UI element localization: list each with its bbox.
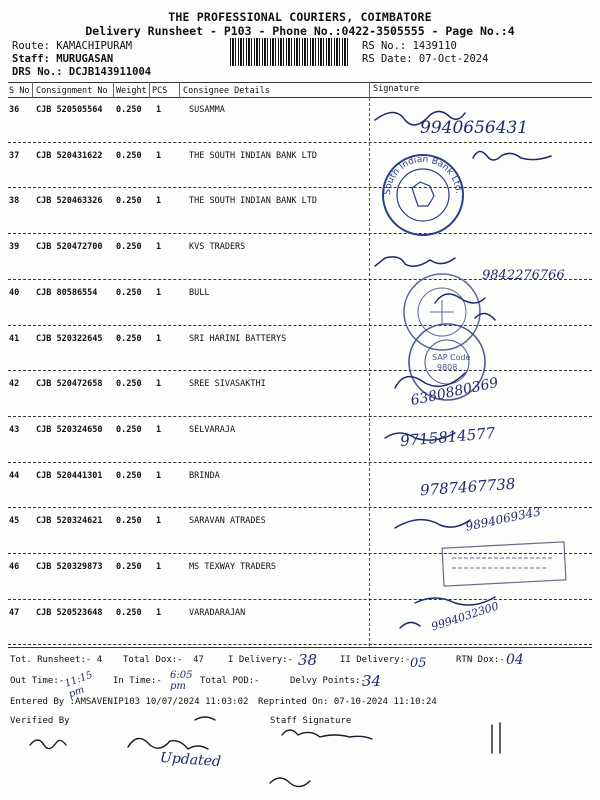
row-pcs: 1	[156, 287, 162, 298]
in-time-value: 6:05 pm	[170, 670, 193, 692]
row-consignee: VARADARAJAN	[189, 607, 246, 618]
row-sno: 43	[9, 424, 20, 435]
document-title: THE PROFESSIONAL COURIERS, COIMBATORE	[168, 10, 432, 24]
col-header-weight: Weight	[116, 86, 147, 96]
row-sno: 45	[9, 516, 20, 527]
row-pcs: 1	[156, 105, 162, 115]
row-consignment-no: CJB 520322645	[36, 333, 103, 344]
column-divider	[149, 82, 150, 98]
drs-label: DRS No.:	[12, 66, 63, 78]
row-consignment-no: CJB 520505564	[36, 105, 103, 115]
row-weight: 0.250	[116, 379, 142, 390]
row-consignment-no: CJB 520324650	[36, 424, 103, 435]
ii-delivery-value: 05	[410, 656, 427, 671]
row-weight: 0.250	[116, 150, 142, 161]
staff-signature-label: Staff Signature	[270, 716, 352, 726]
row-sno: 40	[9, 287, 20, 298]
row-consignee: THE SOUTH INDIAN BANK LTD	[189, 196, 317, 207]
row-pcs: 1	[156, 196, 162, 207]
col-header-signature: Signature	[373, 84, 420, 94]
row-weight: 0.250	[116, 562, 142, 572]
table-top-border	[8, 82, 592, 83]
delvy-points-value: 34	[362, 672, 382, 690]
row-consignee: SARAVAN ATRADES	[189, 516, 266, 527]
row-consignment-no: CJB 80586554	[36, 287, 98, 298]
row-weight: 0.250	[116, 333, 142, 344]
handwritten-phone-47: 9994032300	[429, 599, 501, 634]
handwritten-phone-39: 9842276766	[482, 268, 565, 283]
row-pcs: 1	[156, 562, 162, 572]
i-delivery-label: I Delivery:-	[228, 655, 294, 665]
i-delivery-value: 38	[298, 651, 318, 669]
rs-date-value: 07-Oct-2024	[418, 53, 489, 65]
row-pcs: 1	[156, 470, 162, 481]
col-header-consignee: Consignee Details	[183, 86, 270, 96]
row-consignment-no: CJB 520472700	[36, 242, 103, 253]
rs-date-label: RS Date:	[362, 53, 413, 65]
column-divider	[32, 82, 33, 98]
row-weight: 0.250	[116, 242, 142, 253]
route-label: Route:	[12, 40, 50, 52]
row-sno: 41	[9, 333, 20, 344]
in-time-label: In Time:-	[113, 676, 162, 686]
row-consignment-no: CJB 520324621	[36, 516, 103, 527]
row-consignee: BRINDA	[189, 470, 220, 481]
sap-code-number: 9808	[437, 363, 458, 372]
handwritten-phone-44: 9787467738	[419, 474, 516, 500]
row-sno: 44	[9, 470, 20, 481]
row-consignee: KVS TRADERS	[189, 242, 246, 253]
col-header-sno: S No	[9, 86, 30, 96]
row-sno: 46	[9, 562, 20, 572]
row-consignment-no: CJB 520523648	[36, 607, 103, 618]
delvy-points-label: Delvy Points:-	[290, 676, 366, 686]
row-consignee: MS TEXWAY TRADERS	[189, 562, 276, 572]
row-consignee: SUSAMMA	[189, 105, 225, 115]
handwritten-phone-43: 9715814577	[399, 423, 497, 451]
handwritten-phone-36: 9940656431	[420, 118, 529, 138]
row-consignee: SELVARAJA	[189, 424, 236, 435]
total-pod-label: Total POD:-	[200, 676, 260, 686]
row-pcs: 1	[156, 424, 162, 435]
out-time-label: Out Time:-	[10, 676, 65, 686]
row-sno: 36	[9, 105, 20, 115]
route-value: KAMACHIPURAM	[56, 40, 133, 52]
handwritten-phone-45: 9894069343	[464, 504, 542, 534]
row-sno: 37	[9, 150, 20, 161]
rs-no-value: 1439110	[412, 40, 457, 52]
row-sno: 38	[9, 196, 20, 207]
ii-delivery-label: II Delivery:-	[340, 655, 411, 665]
row-sno: 42	[9, 379, 20, 390]
row-consignment-no: CJB 520431622	[36, 150, 103, 161]
staff-label: Staff:	[12, 53, 50, 65]
column-divider	[369, 82, 370, 98]
reprinted-on: Reprinted On: 07-10-2024 11:10:24	[258, 697, 437, 707]
row-weight: 0.250	[116, 607, 142, 618]
row-pcs: 1	[156, 607, 162, 618]
rtn-dox-value: 04	[506, 652, 524, 668]
row-sno: 47	[9, 607, 20, 618]
drs-value: DCJB143911004	[68, 66, 152, 78]
row-consignee: SREE SIVASAKTHI	[189, 379, 266, 390]
bank-seal-text: South Indian Bank Ltd.	[382, 154, 463, 196]
drs-line	[12, 66, 151, 78]
barcode	[230, 38, 350, 66]
row-weight: 0.250	[116, 287, 142, 298]
rs-date-line	[362, 53, 488, 65]
total-dox-label: Total Dox:-	[123, 655, 183, 665]
row-consignment-no: CJB 520472658	[36, 379, 103, 390]
column-divider	[113, 82, 114, 98]
verified-by-label: Verified By	[10, 716, 70, 726]
total-dox-value: 47	[193, 655, 204, 665]
signature-scribbles	[365, 98, 595, 648]
row-consignment-no: CJB 520463326	[36, 196, 103, 207]
row-consignee: SRI HARINI BATTERYS	[189, 333, 287, 344]
staff-value: MURUGASAN	[56, 53, 114, 65]
row-weight: 0.250	[116, 196, 142, 207]
staff-line	[12, 53, 113, 65]
row-weight: 0.250	[116, 516, 142, 527]
footer-border	[8, 647, 592, 648]
rs-no-label: RS No.:	[362, 40, 407, 52]
row-weight: 0.250	[116, 424, 142, 435]
row-consignee: BULL	[189, 287, 210, 298]
entered-by: Entered By :AMSAVENIP103 10/07/2024 11:03:02	[10, 697, 249, 707]
sap-code-label: SAP Code	[432, 353, 471, 362]
runsheet-subtitle: Delivery Runsheet - P103 - Phone No.:0422-3505555 - Page No.:4	[85, 24, 515, 38]
route-line	[12, 40, 132, 52]
row-pcs: 1	[156, 150, 162, 161]
row-pcs: 1	[156, 333, 162, 344]
footer-signatures	[20, 705, 580, 800]
row-pcs: 1	[156, 516, 162, 527]
tot-runsheet: Tot. Runsheet:- 4	[10, 655, 103, 665]
row-consignment-no: CJB 520441301	[36, 470, 103, 481]
handwritten-phone-42: 6380880369	[409, 374, 500, 410]
row-pcs: 1	[156, 379, 162, 390]
out-time-value: 11:15 pm	[63, 669, 95, 701]
row-pcs: 1	[156, 242, 162, 253]
row-sno: 39	[9, 242, 20, 253]
col-header-pcs: PCS	[152, 86, 168, 96]
row-consignment-no: CJB 520329873	[36, 562, 103, 572]
rtn-dox-label: RTN Dox:-	[456, 655, 505, 665]
rs-no-line	[362, 40, 457, 52]
row-consignee: THE SOUTH INDIAN BANK LTD	[189, 150, 317, 161]
row-weight: 0.250	[116, 470, 142, 481]
column-divider	[179, 82, 180, 98]
row-weight: 0.250	[116, 105, 142, 115]
updated-note: Updated	[159, 749, 222, 771]
col-header-consignment: Consignment No	[36, 86, 108, 96]
